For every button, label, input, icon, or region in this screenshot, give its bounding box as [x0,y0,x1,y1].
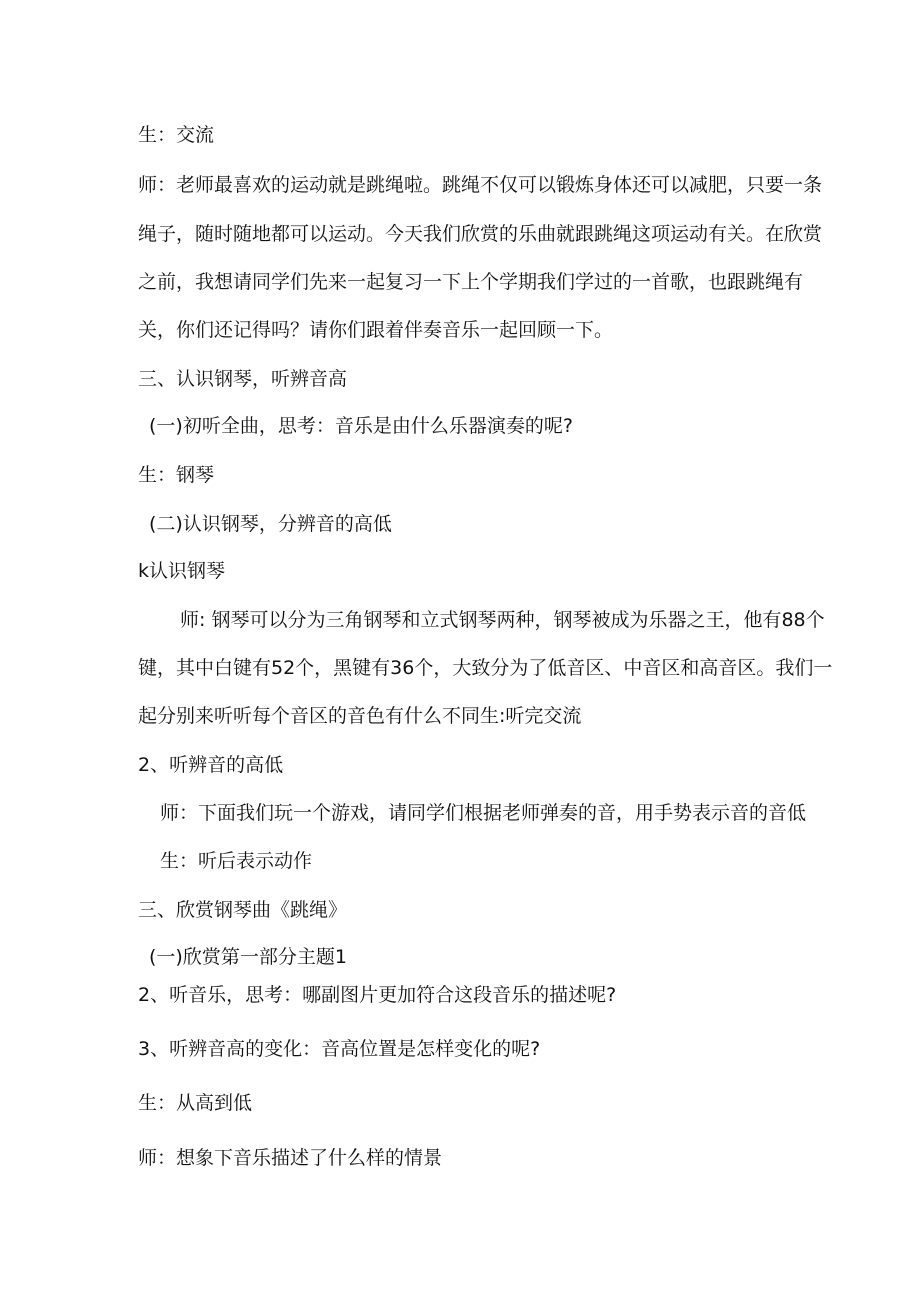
section-heading: 三、认识钢琴，听辨音高 [138,368,348,390]
paragraph-line: 师：老师最喜欢的运动就是跳绳啦。跳绳不仅可以锻炼身体还可以减肥，只要一条 [138,174,823,196]
paragraph-line: 之前，我想请同学们先来一起复习一下上个学期我们学过的一首歌，也跟跳绳有 [138,271,804,293]
paragraph-line: 生：钢琴 [138,464,215,486]
section-heading: 三、欣赏钢琴曲《跳绳》 [138,899,348,921]
paragraph-line: 2、听音乐，思考：哪副图片更加符合这段音乐的描述呢? [138,984,617,1006]
subsection-heading: (二)认识钢琴，分辨音的高低 [149,513,392,535]
paragraph-line: 生：交流 [138,124,215,146]
paragraph-line: 关，你们还记得吗？请你们跟着伴奏音乐一起回顾一下。 [138,319,614,341]
subsection-heading: k认识钢琴 [138,560,226,582]
paragraph-line: 师：下面我们玩一个游戏，请同学们根据老师弹奏的音，用手势表示音的音低 [160,802,807,824]
paragraph-line: 起分别来听听每个音区的音色有什么不同生:听完交流 [138,705,582,727]
paragraph-line: 师：想象下音乐描述了什么样的情景 [138,1147,443,1169]
paragraph-line: 生：从高到低 [138,1092,253,1114]
paragraph-line: 键，其中白键有52个，黑键有36个，大致分为了低音区、中音区和高音区。我们一 [138,657,833,679]
paragraph-line: 绳子，随时随地都可以运动。今天我们欣赏的乐曲就跟跳绳这项运动有关。在欣赏 [138,223,823,245]
paragraph-line: 师: 钢琴可以分为三角钢琴和立式钢琴两种，钢琴被成为乐器之王，他有88个 [180,609,825,631]
subsection-heading: (一)欣赏第一部分主题1 [149,946,347,968]
paragraph-line: 3、听辨音高的变化：音高位置是怎样变化的呢? [138,1038,541,1060]
subsection-heading: 2、听辨音的高低 [138,754,284,776]
paragraph-line: 生：听后表示动作 [160,850,313,872]
subsection-heading: (一)初听全曲，思考：音乐是由什么乐器演奏的呢? [149,415,573,437]
